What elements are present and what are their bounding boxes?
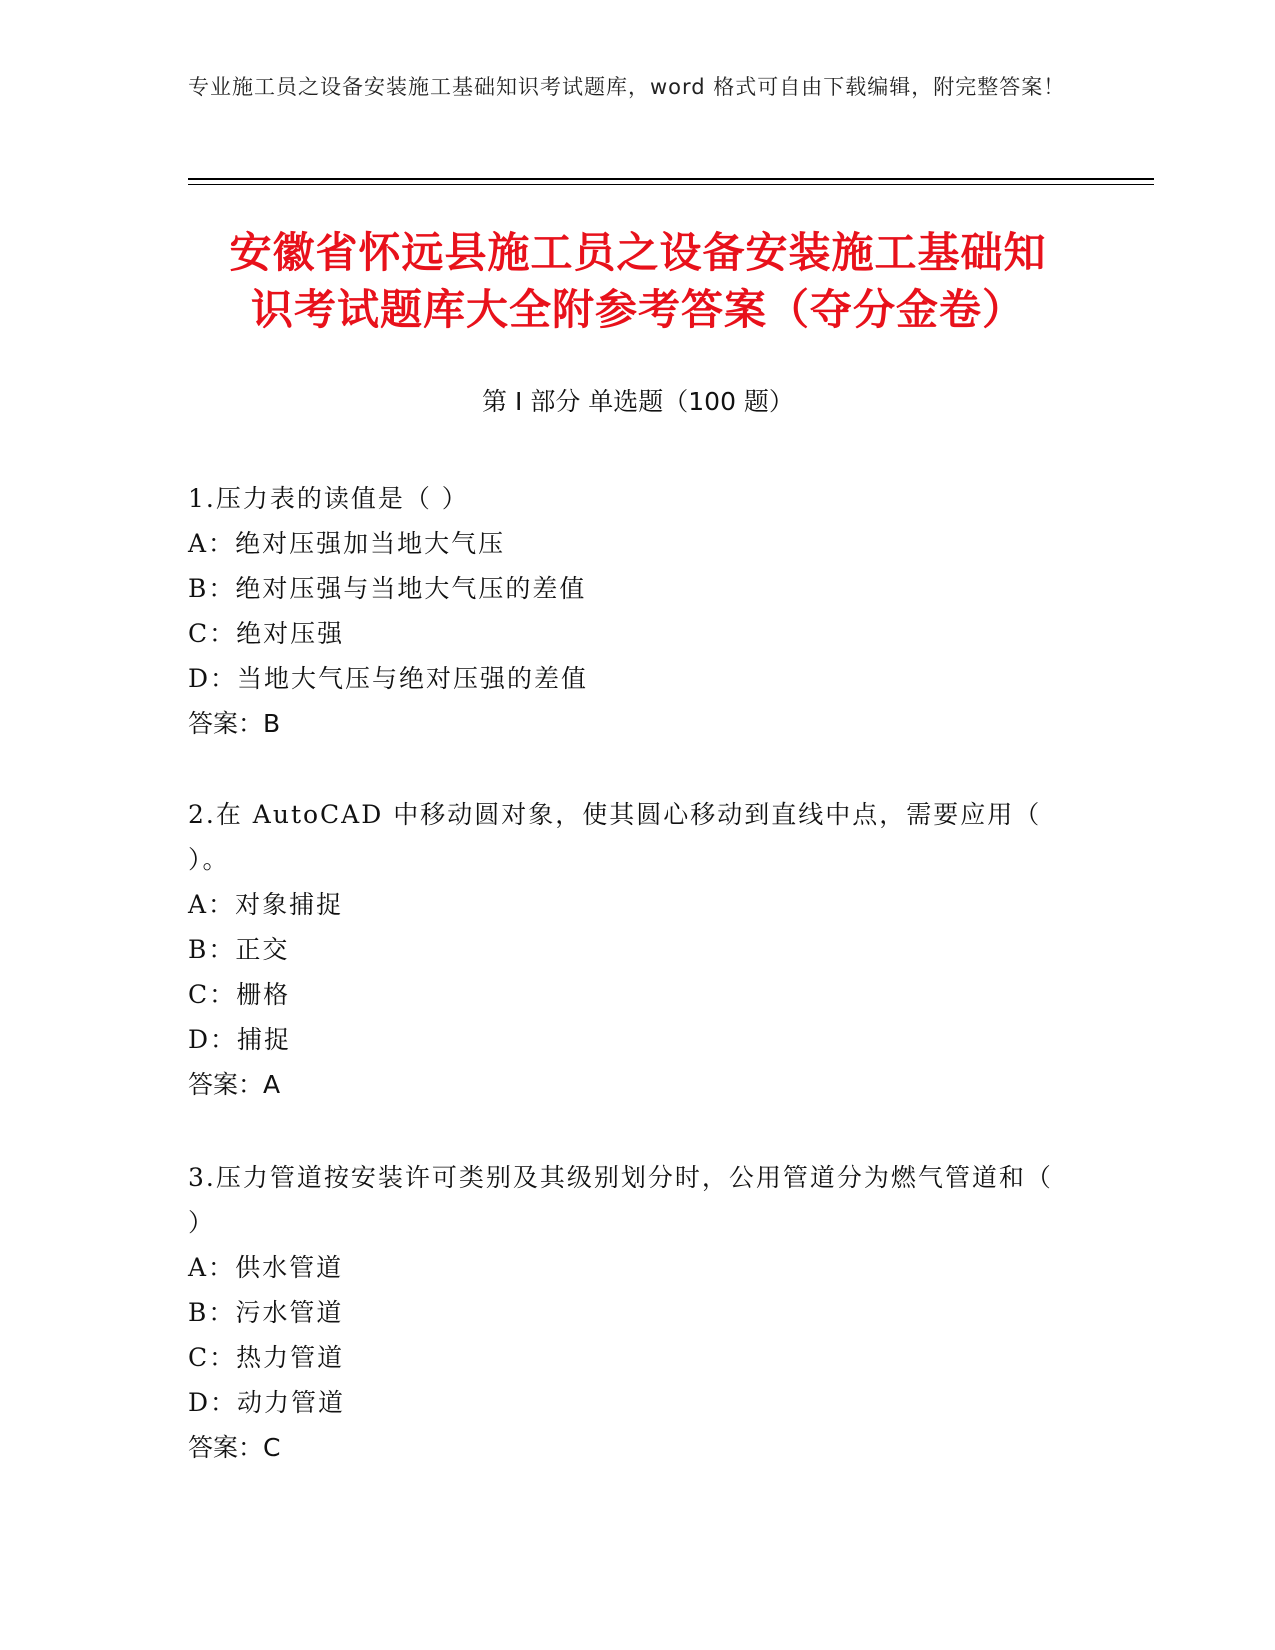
- question-option-b: [188, 927, 1068, 972]
- question-stem: 3.压力管道按安装许可类别及其级别划分时，公用管道分为燃气管道和（ ）: [188, 1163, 1053, 1237]
- option-key: D：: [188, 664, 238, 693]
- question-option-a: [188, 1245, 1068, 1290]
- option-key: B：: [188, 1298, 236, 1327]
- option-text: 对象捕捉: [235, 890, 344, 919]
- option-key: C：: [188, 980, 237, 1009]
- document-title: [188, 224, 1088, 338]
- option-text: 供水管道: [235, 1253, 344, 1282]
- question-answer: 答案：B: [188, 709, 281, 738]
- option-text: 栅格: [236, 980, 291, 1009]
- option-text: 捕捉: [237, 1025, 292, 1054]
- question-option-b: [188, 566, 1068, 611]
- question-option-c: [188, 972, 1068, 1017]
- question-1: [188, 476, 1068, 746]
- header-rule-thin: [188, 184, 1154, 185]
- option-text: 正交: [235, 935, 290, 964]
- question-answer: 答案：A: [188, 1070, 281, 1099]
- option-text: 当地大气压与绝对压强的差值: [237, 664, 589, 693]
- option-text: 绝对压强与当地大气压的差值: [235, 574, 587, 603]
- option-text: 绝对压强: [236, 619, 345, 648]
- section-heading: 第 I 部分 单选题（100 题）: [482, 387, 794, 416]
- question-option-d: [188, 1017, 1068, 1062]
- option-key: B：: [188, 935, 236, 964]
- option-key: A：: [188, 890, 236, 919]
- question-3: [188, 1155, 1068, 1470]
- question-option-c: [188, 1335, 1068, 1380]
- option-key: A：: [188, 1253, 236, 1282]
- option-key: C：: [188, 1343, 237, 1372]
- question-option-b: [188, 1290, 1068, 1335]
- option-key: D：: [188, 1025, 238, 1054]
- question-option-d: [188, 1380, 1068, 1425]
- question-2: [188, 792, 1068, 1107]
- option-text: 热力管道: [236, 1343, 345, 1372]
- question-option-d: [188, 656, 1068, 701]
- question-stem: 2.在 AutoCAD 中移动圆对象，使其圆心移动到直线中点，需要应用（ ）。: [188, 800, 1042, 874]
- question-stem: 1.压力表的读值是（ ）: [188, 484, 469, 513]
- question-option-a: [188, 521, 1068, 566]
- question-option-a: [188, 882, 1068, 927]
- option-text: 绝对压强加当地大气压: [235, 529, 506, 558]
- option-text: 污水管道: [235, 1298, 344, 1327]
- option-key: D：: [188, 1388, 238, 1417]
- document-title-line-2: 识考试题库大全附参考答案（夺分金卷）: [250, 285, 1025, 334]
- question-option-c: [188, 611, 1068, 656]
- option-key: B：: [188, 574, 236, 603]
- document-title-line-1: 安徽省怀远县施工员之设备安装施工基础知: [229, 228, 1047, 277]
- option-key: C：: [188, 619, 237, 648]
- header-note: 专业施工员之设备安装施工基础知识考试题库，word 格式可自由下载编辑，附完整答案！: [188, 75, 1066, 99]
- option-key: A：: [188, 529, 236, 558]
- question-answer: 答案：C: [188, 1433, 281, 1462]
- header-rule-thick: [188, 178, 1154, 180]
- option-text: 动力管道: [237, 1388, 346, 1417]
